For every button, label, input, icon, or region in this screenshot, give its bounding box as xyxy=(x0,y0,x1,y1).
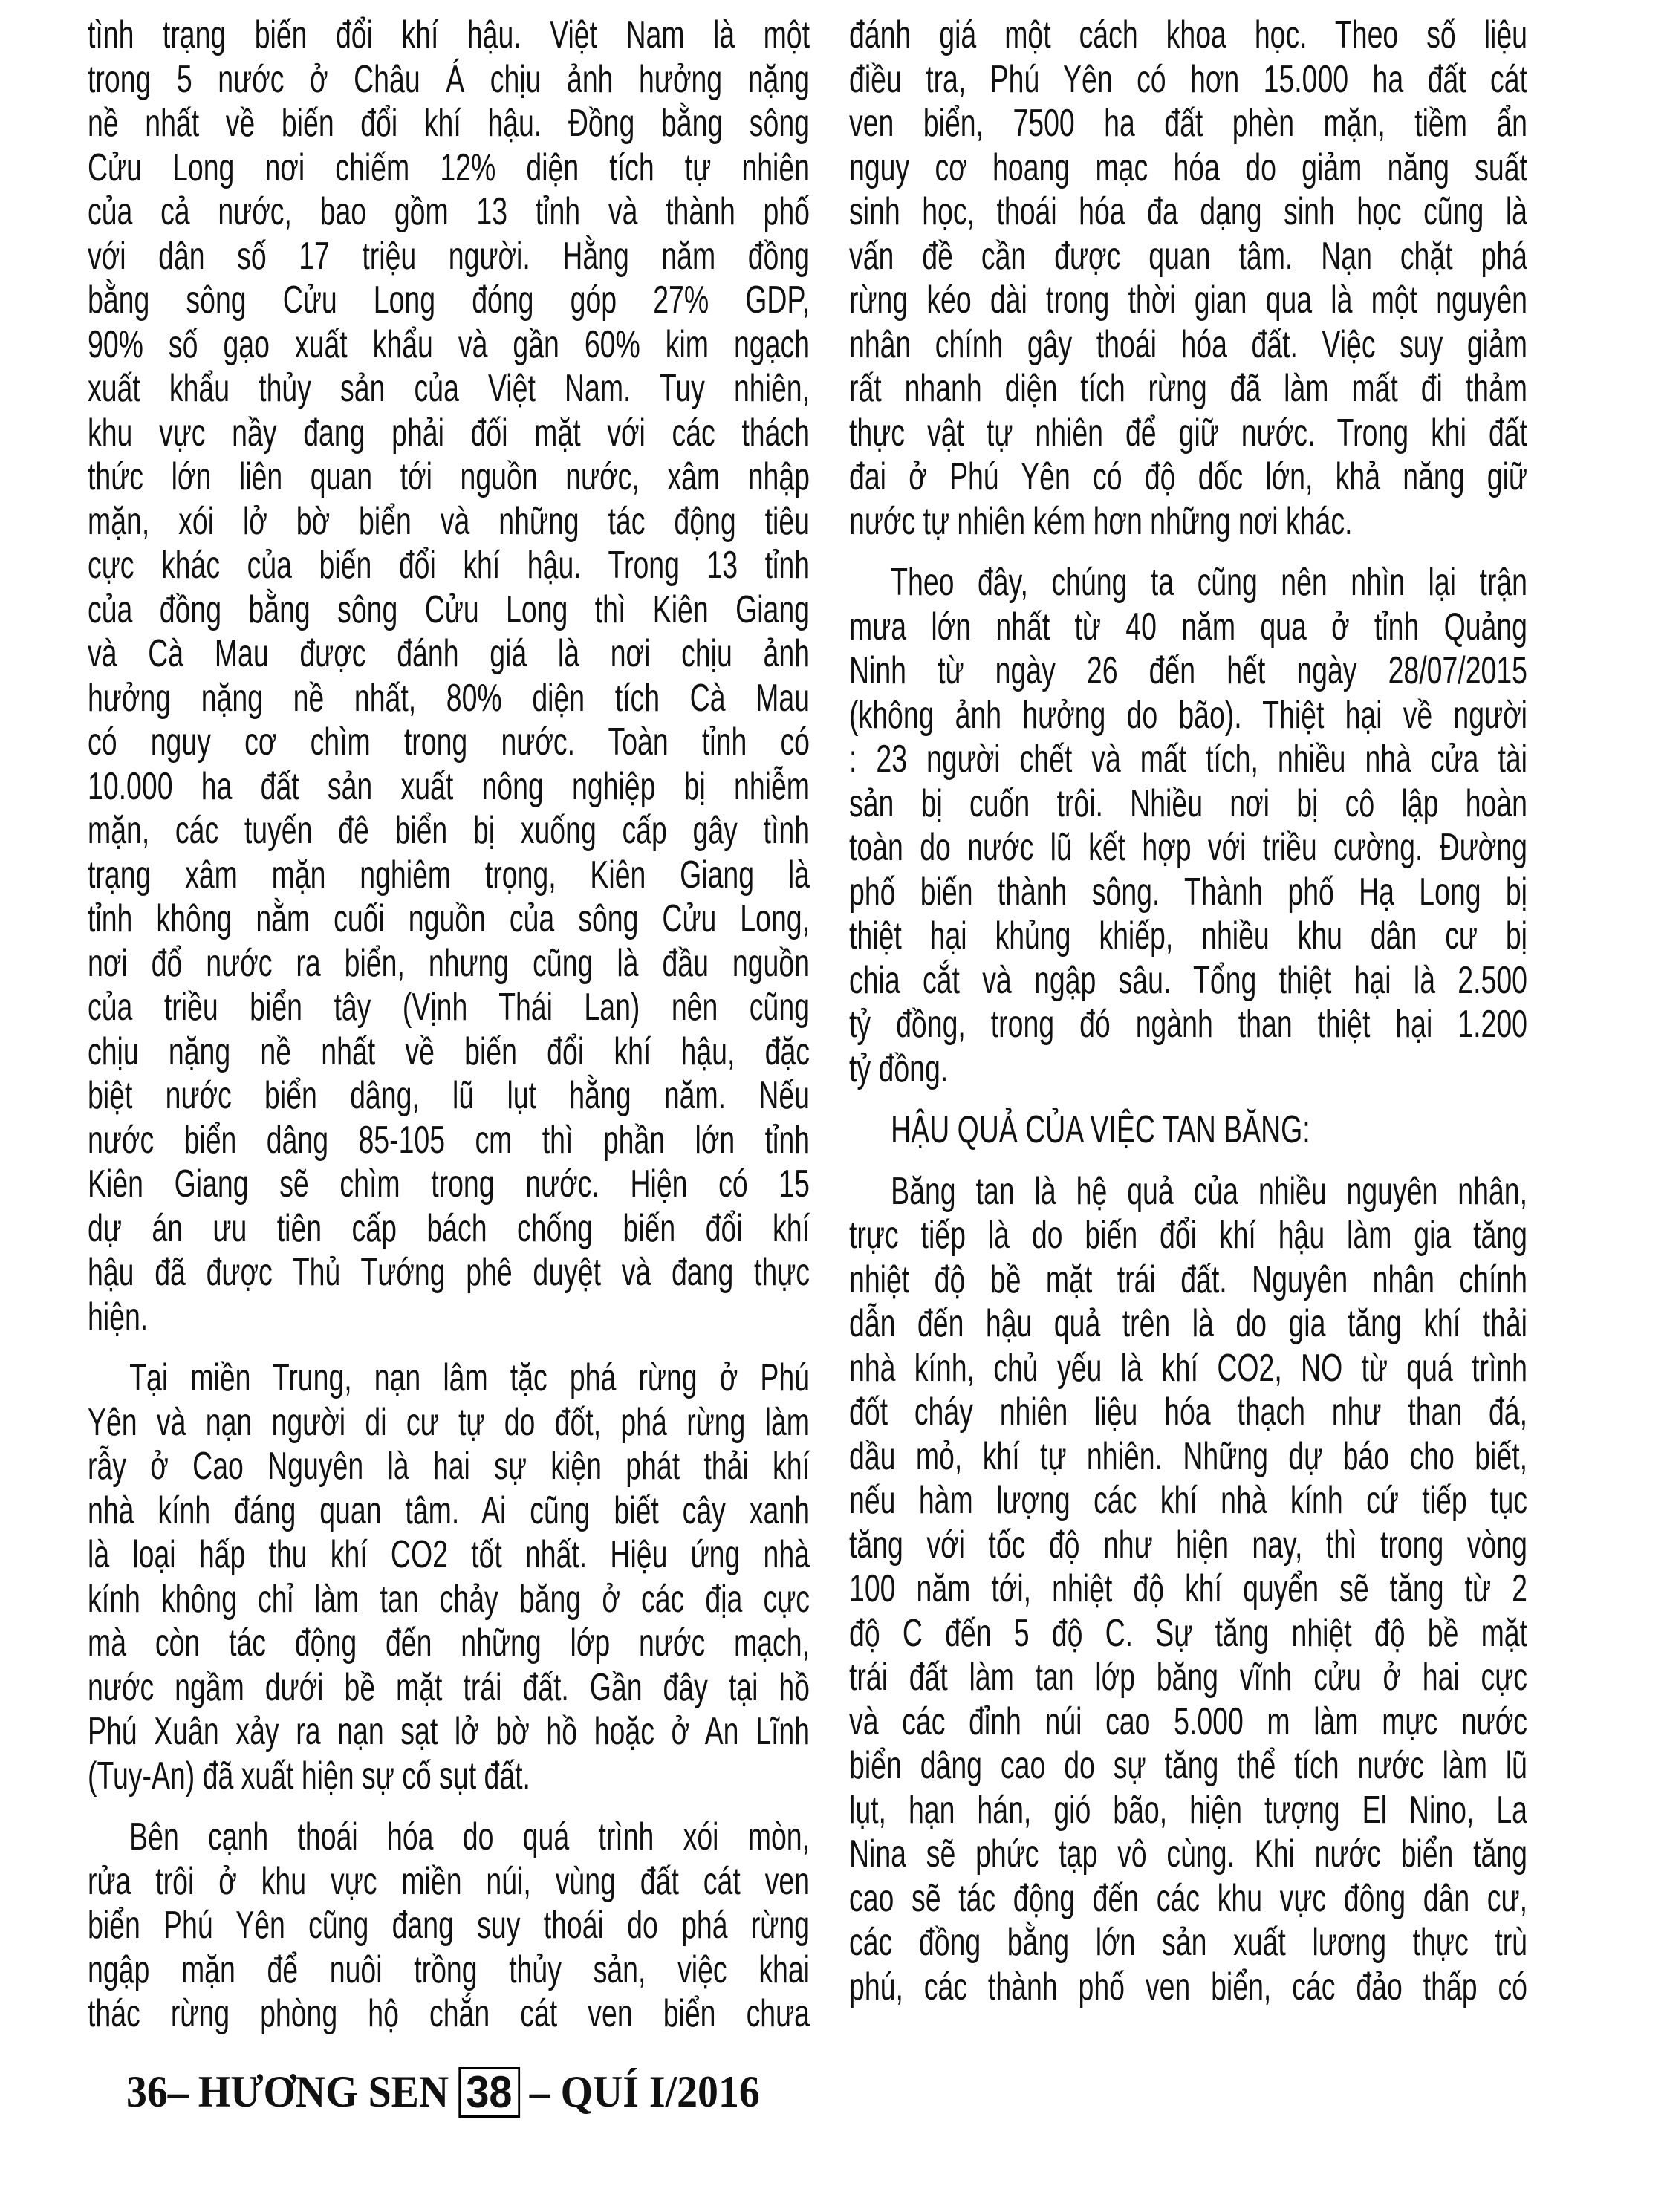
text-line: bằng sông Cửu Long đóng góp 27% GDP, xyxy=(88,279,810,322)
text-line: kính không chỉ làm tan chảy băng ở các địa cực xyxy=(88,1577,810,1621)
text-line: hưởng nặng nề nhất, 80% diện tích Cà Mau xyxy=(88,676,810,720)
text-line: của đồng bằng sông Cửu Long thì Kiên Giang xyxy=(88,588,810,631)
text-line: 100 năm tới, nhiệt độ khí quyển sẽ tăng từ 2 xyxy=(849,1567,1527,1610)
text-line: dự án ưu tiên cấp bách chống biến đổi khí xyxy=(88,1206,810,1250)
text-line: Cửu Long nơi chiếm 12% diện tích tự nhiên xyxy=(88,146,810,189)
text-line: hiện. xyxy=(88,1295,149,1338)
right-column xyxy=(849,13,1527,2009)
section-heading xyxy=(849,1108,1527,1153)
text-line: là loại hấp thu khí CO2 tốt nhất. Hiệu ứng nhà xyxy=(88,1533,810,1576)
text-line: mặn, các tuyến đê biển bị xuống cấp gây tình xyxy=(88,809,810,852)
text-line: Theo đây, chúng ta cũng nên nhìn lại trận xyxy=(891,561,1527,604)
text-line: trái đất làm tan lớp băng vĩnh cửu ở hai cực xyxy=(849,1656,1527,1699)
text-line: vấn đề cần được quan tâm. Nạn chặt phá xyxy=(849,234,1527,278)
text-line: : 23 người chết và mất tích, nhiều nhà cửa tài xyxy=(849,738,1527,781)
text-line: chia cắt và ngập sâu. Tổng thiệt hại là 2.500 xyxy=(849,958,1527,1002)
text-line: mưa lớn nhất từ 40 năm qua ở tỉnh Quảng xyxy=(849,605,1527,648)
text-line: mà còn tác động đến những lớp nước mạch, xyxy=(88,1621,810,1665)
text-line: và Cà Mau được đánh giá là nơi chịu ảnh xyxy=(88,632,810,675)
text-line: ngập mặn để nuôi trồng thủy sản, việc khai xyxy=(88,1948,810,1991)
text-line: rất nhanh diện tích rừng đã làm mất đi thảm xyxy=(849,367,1527,410)
text-line: của triều biển tây (Vịnh Thái Lan) nên cũng xyxy=(88,986,810,1029)
text-line: đai ở Phú Yên có độ dốc lớn, khả năng giữ xyxy=(849,455,1527,498)
text-line: 10.000 ha đất sản xuất nông nghiệp bị nhiễm xyxy=(88,764,810,808)
text-line: các đồng bằng lớn sản xuất lương thực trù xyxy=(849,1921,1527,1964)
paragraph xyxy=(88,13,810,1339)
text-line: tình trạng biến đổi khí hậu. Việt Nam là một xyxy=(88,13,810,56)
text-line: phú, các thành phố ven biển, các đảo thấp có xyxy=(849,1965,1527,2008)
text-line: nước tự nhiên kém hơn những nơi khác. xyxy=(849,499,1353,543)
text-line: và các đỉnh núi cao 5.000 m làm mực nước xyxy=(849,1699,1527,1743)
text-line: Ninh từ ngày 26 đến hết ngày 28/07/2015 xyxy=(849,649,1527,692)
text-line: khu vực nầy đang phải đối mặt với các thách xyxy=(88,411,810,455)
text-line: nề nhất về biến đổi khí hậu. Đồng bằng sông xyxy=(88,102,810,145)
text-line: tỷ đồng. xyxy=(849,1047,949,1090)
text-line: thức lớn liên quan tới nguồn nước, xâm nhập xyxy=(88,455,810,498)
text-line: thác rừng phòng hộ chắn cát ven biển chưa xyxy=(88,1992,810,2035)
text-line: biển dâng cao do sự tăng thể tích nước làm lũ xyxy=(849,1744,1527,1787)
text-line: xuất khẩu thủy sản của Việt Nam. Tuy nhiên, xyxy=(88,367,810,410)
text-line: nếu hàm lượng các khí nhà kính cứ tiếp tục xyxy=(849,1479,1527,1522)
text-line: Tại miền Trung, nạn lâm tặc phá rừng ở Phú xyxy=(129,1356,810,1399)
text-line: thực vật tự nhiên để giữ nước. Trong khi đất xyxy=(849,411,1527,455)
text-line: chịu nặng nề nhất về biến đổi khí hậu, đặc xyxy=(88,1029,810,1073)
text-line: toàn do nước lũ kết hợp với triều cường. Đường xyxy=(849,826,1527,869)
text-line: tỉnh không nằm cuối nguồn của sông Cửu Long, xyxy=(88,897,810,940)
page-number: 36– xyxy=(126,2067,189,2116)
text-line: dầu mỏ, khí tự nhiên. Những dự báo cho biết, xyxy=(849,1434,1527,1478)
text-line: độ C đến 5 độ C. Sự tăng nhiệt độ bề mặt xyxy=(849,1611,1527,1655)
text-line: Bên cạnh thoái hóa do quá trình xói mòn, xyxy=(129,1815,810,1858)
text-line: biệt nước biển dâng, lũ lụt hằng năm. Nếu xyxy=(88,1074,810,1117)
text-line: Yên và nạn người di cư tự do đốt, phá rừng làm xyxy=(88,1400,810,1444)
text-line: điều tra, Phú Yên có hơn 15.000 ha đất cát xyxy=(849,57,1527,101)
text-line: nước biển dâng 85-105 cm thì phần lớn tỉnh xyxy=(88,1118,810,1162)
text-line: rẫy ở Cao Nguyên là hai sự kiện phát thải khí xyxy=(88,1445,810,1488)
text-line: đánh giá một cách khoa học. Theo số liệu xyxy=(849,13,1527,56)
text-line: hậu đã được Thủ Tướng phê duyệt và đang thực xyxy=(88,1251,810,1294)
text-line: mặn, xói lở bờ biển và những tác động tiêu xyxy=(88,499,810,543)
issue-number-box: 38 xyxy=(458,2067,520,2118)
text-line: nước ngầm dưới bề mặt trái đất. Gần đây tại hồ xyxy=(88,1665,810,1709)
text-line: cực khác của biến đổi khí hậu. Trong 13 tỉnh xyxy=(88,544,810,587)
text-line: nhiệt độ bề mặt trái đất. Nguyên nhân chính xyxy=(849,1258,1527,1301)
paragraph xyxy=(849,561,1527,1091)
text-line: của cả nước, bao gồm 13 tỉnh và thành phố xyxy=(88,190,810,233)
text-line: tỷ đồng, trong đó ngành than thiệt hại 1.200 xyxy=(849,1003,1527,1046)
text-line: nơi đổ nước ra biển, nhưng cũng là đầu nguồn xyxy=(88,941,810,985)
text-line: Kiên Giang sẽ chìm trong nước. Hiện có 15 xyxy=(88,1162,810,1206)
issue-period: – QUÍ I/2016 xyxy=(529,2067,760,2116)
text-line: trong 5 nước ở Châu Á chịu ảnh hưởng nặng xyxy=(88,57,810,101)
text-line: thiệt hại khủng khiếp, nhiều khu dân cư bị xyxy=(849,914,1527,957)
paragraph xyxy=(849,13,1527,544)
text-line: trạng xâm mặn nghiêm trọng, Kiên Giang là xyxy=(88,853,810,897)
text-line: nguy cơ hoang mạc hóa do giảm năng suất xyxy=(849,146,1527,189)
text-line: có nguy cơ chìm trong nước. Toàn tỉnh có xyxy=(88,720,810,764)
text-line: Nina sẽ phức tạp vô cùng. Khi nước biển tăng xyxy=(849,1832,1527,1876)
text-line: rừng kéo dài trong thời gian qua là một nguyên xyxy=(849,279,1527,322)
text-line: 90% số gạo xuất khẩu và gần 60% kim ngạch xyxy=(88,322,810,366)
text-line: trực tiếp là do biến đổi khí hậu làm gia tăng xyxy=(849,1214,1527,1257)
text-line: phố biến thành sông. Thành phố Hạ Long bị xyxy=(849,870,1527,914)
text-line: tăng với tốc độ như hiện nay, thì trong vòng xyxy=(849,1523,1527,1567)
text-line: HẬU QUẢ CỦA VIỆC TAN BĂNG: xyxy=(891,1108,1310,1151)
text-line: biển Phú Yên cũng đang suy thoái do phá rừng xyxy=(88,1904,810,1947)
text-line: lụt, hạn hán, gió bão, hiện tượng El Nino, La xyxy=(849,1788,1527,1832)
text-line: với dân số 17 triệu người. Hằng năm đồng xyxy=(88,234,810,278)
text-line: (không ảnh hưởng do bão). Thiệt hại về người xyxy=(849,693,1527,737)
text-line: sinh học, thoái hóa đa dạng sinh học cũng là xyxy=(849,190,1527,233)
paragraph xyxy=(88,1356,810,1798)
text-line: Băng tan là hệ quả của nhiều nguyên nhân, xyxy=(891,1169,1527,1213)
text-line: cao sẽ tác động đến các khu vực đông dân cư, xyxy=(849,1876,1527,1920)
text-line: nhà kính, chủ yếu là khí CO2, NO từ quá trình xyxy=(849,1346,1527,1390)
text-line: rửa trôi ở khu vực miền núi, vùng đất cát ven xyxy=(88,1859,810,1903)
left-column xyxy=(88,13,810,2037)
text-line: ven biển, 7500 ha đất phèn mặn, tiềm ẩn xyxy=(849,102,1527,145)
page-footer xyxy=(126,2066,760,2118)
paragraph xyxy=(849,1170,1527,2010)
text-line: sản bị cuốn trôi. Nhiều nơi bị cô lập hoàn xyxy=(849,781,1527,825)
text-line: đốt cháy nhiên liệu hóa thạch như than đá, xyxy=(849,1390,1527,1434)
paragraph xyxy=(88,1815,810,2037)
text-line: Phú Xuân xảy ra nạn sạt lở bờ hồ hoặc ở An Lĩnh xyxy=(88,1710,810,1753)
text-line: dẫn đến hậu quả trên là do gia tăng khí thải xyxy=(849,1302,1527,1345)
text-line: (Tuy-An) đã xuất hiện sự cố sụt đất. xyxy=(88,1754,530,1798)
text-line: nhà kính đáng quan tâm. Ai cũng biết cây xanh xyxy=(88,1489,810,1532)
magazine-title: HƯƠNG SEN xyxy=(198,2067,449,2116)
text-line: nhân chính gây thoái hóa đất. Việc suy giảm xyxy=(849,322,1527,366)
